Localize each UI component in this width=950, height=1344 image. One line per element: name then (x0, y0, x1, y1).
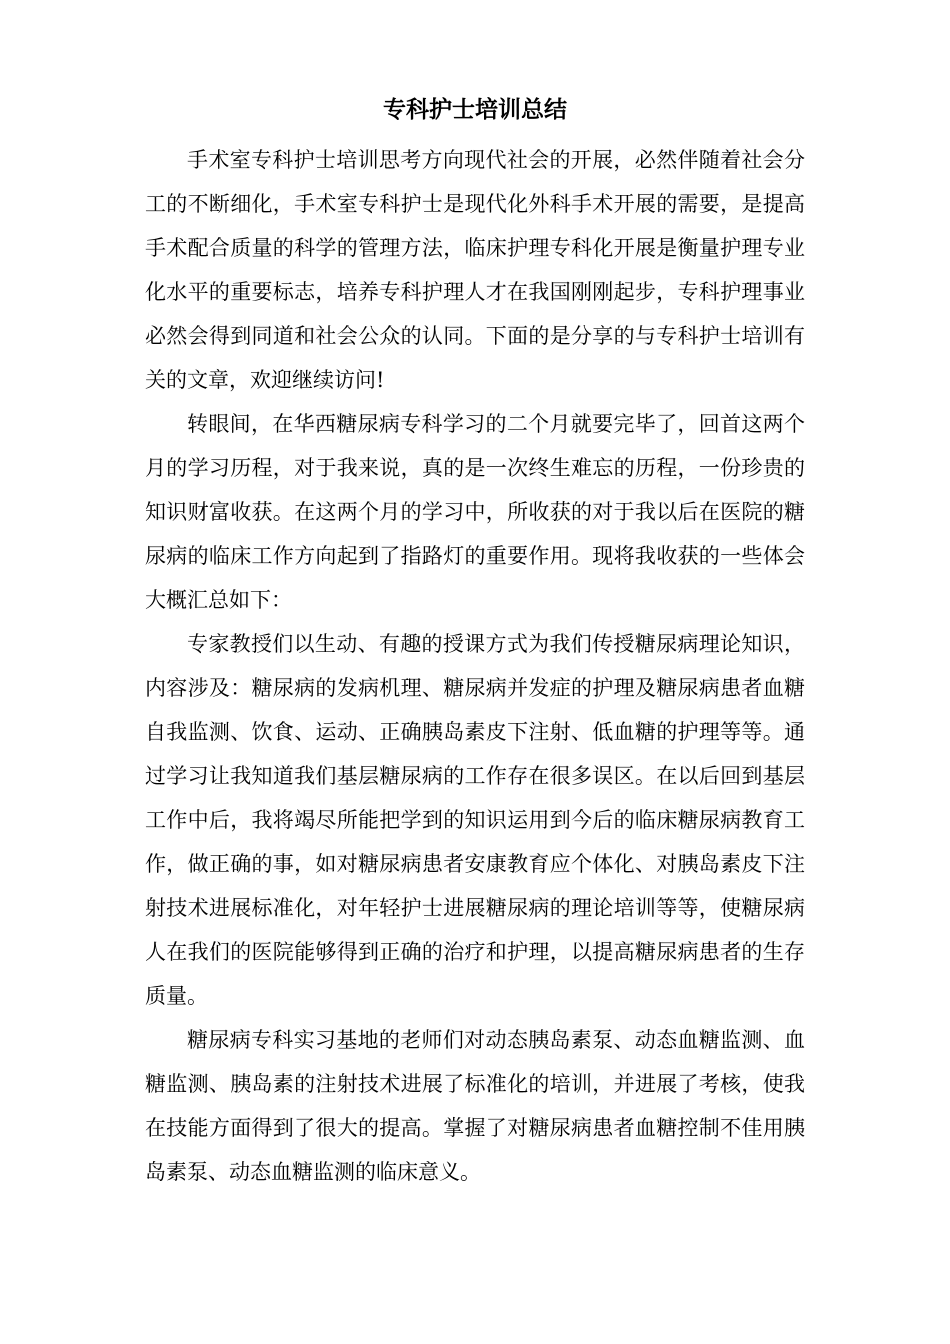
document-title: 专科护士培训总结 (383, 96, 567, 123)
paragraph-skills: 糖尿病专科实习基地的老师们对动态胰岛素泵、动态血糖监测、血糖监测、胰岛素的注射技术进展了标准化的培训，并进展了考核，使我在技能方面得到了很大的提高。掌握了对糖尿病患者血糖控制不佳用胰岛素泵、动态血糖监测的临床意义。 (145, 1028, 805, 1184)
paragraph-intro: 手术室专科护士培训思考方向现代社会的开展，必然伴随着社会分工的不断细化，手术室专科护士是现代化外科手术开展的需要，是提高手术配合质量的科学的管理方法，临床护理专科化开展是衡量护理专业化水平的重要标志，培养专科护理人才在我国刚刚起步，专科护理事业必然会得到同道和社会公众的认同。下面的是分享的与专科护士培训有关的文章，欢迎继续访问! (145, 148, 805, 392)
paragraph-reflection: 转眼间，在华西糖尿病专科学习的二个月就要完毕了，回首这两个月的学习历程，对于我来说，真的是一次终生难忘的历程，一份珍贵的知识财富收获。在这两个月的学习中，所收获的对于我以后在医院的糖尿病的临床工作方向起到了指路灯的重要作用。现将我收获的一些体会大概汇总如下： (145, 412, 805, 612)
document-body (145, 138, 805, 1194)
paragraph-lectures: 专家教授们以生动、有趣的授课方式为我们传授糖尿病理论知识，内容涉及：糖尿病的发病机理、糖尿病并发症的护理及糖尿病患者血糖自我监测、饮食、运动、正确胰岛素皮下注射、低血糖的护理等等。通过学习让我知道我们基层糖尿病的工作存在很多误区。在以后回到基层工作中后，我将竭尽所能把学到的知识运用到今后的临床糖尿病教育工作，做正确的事，如对糖尿病患者安康教育应个体化、对胰岛素皮下注射技术进展标准化，对年轻护士进展糖尿病的理论培训等等，使糖尿病人在我们的医院能够得到正确的治疗和护理，以提高糖尿病患者的生存质量。 (145, 632, 805, 1008)
